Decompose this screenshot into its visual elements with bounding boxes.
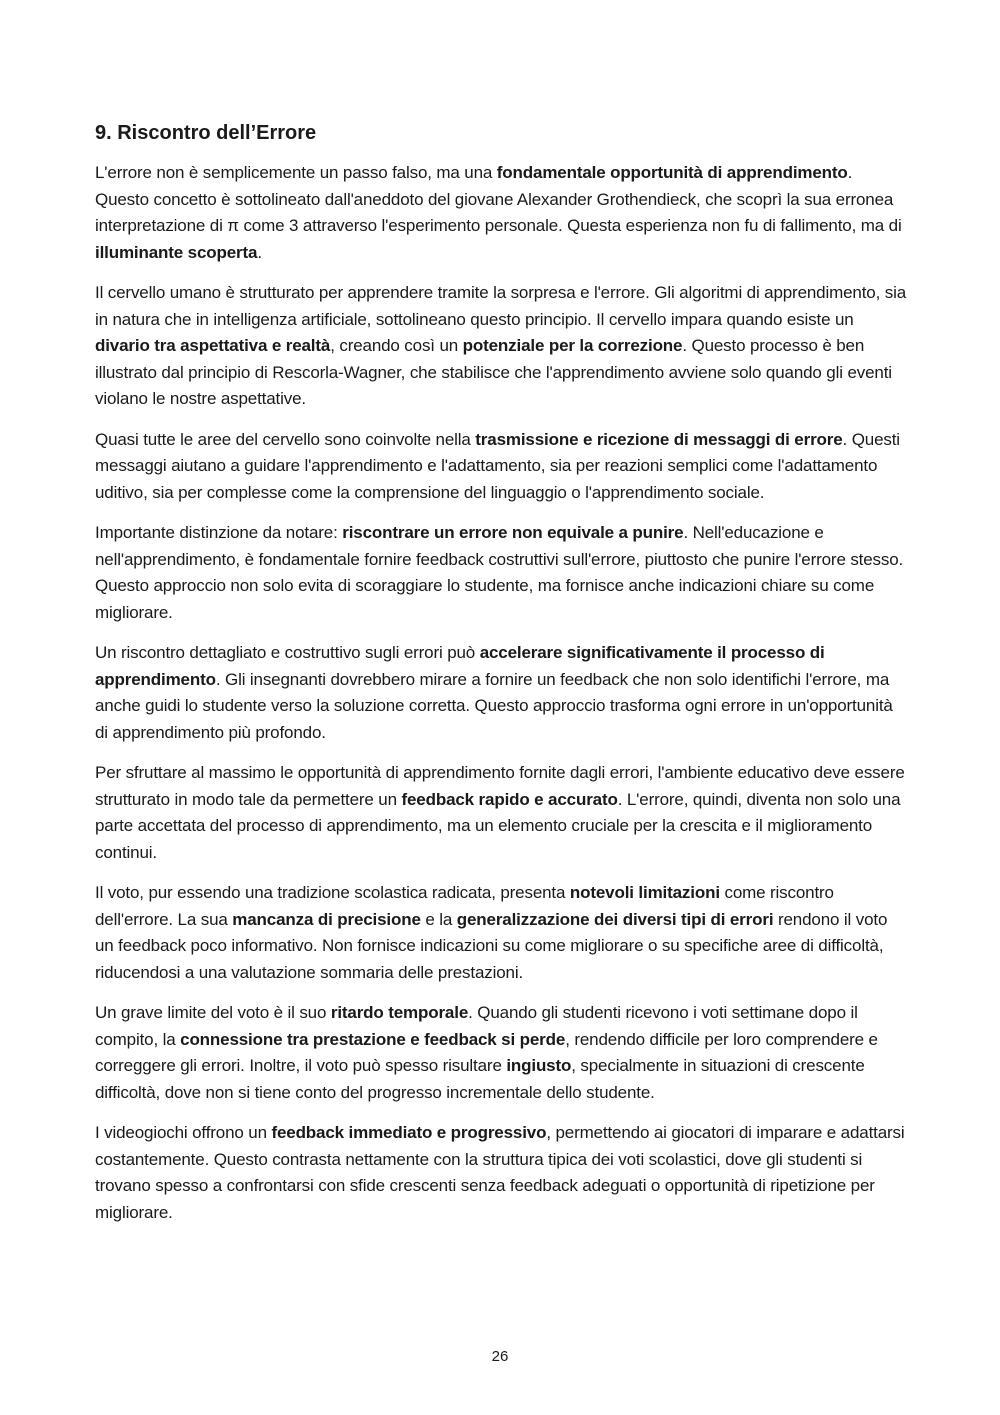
text-run: , creando così un [330,336,463,355]
page-content [95,118,910,1240]
text-run: L'errore non è semplicemente un passo falso, ma una [95,163,497,182]
body-text [95,160,910,1226]
bold-text: riscontrare un errore non equivale a punire [342,523,684,542]
text-run: . Questo concetto è sottolineato dall'aneddoto del giovane Alexander Grothendieck, che scoprì la sua erronea interpretazione di π come 3 attraverso l'esperimento personale. Questa esperienza non fu di fallimento, ma di [95,163,902,235]
text-run: Un grave limite del voto è il suo [95,1003,331,1022]
text-run: . L'errore, quindi, diventa non solo una parte accettata del processo di apprendimento, ma un elemento cruciale per la crescita e il miglioramento continui. [95,789,901,862]
text-run: . Questo processo è ben illustrato dal principio di Rescorla-Wagner, che stabilisce che l'apprendimento avviene solo quando gli eventi violano le nostre aspettative. [95,336,892,408]
section-title: 9. Riscontro dell’Errore [95,122,317,144]
paragraph [95,1120,910,1226]
paragraph [95,880,910,986]
text-run: . Nell'educazione e nell'apprendimento, è fondamentale fornire feedback costruttivi sull'errore, piuttosto che punire l'errore stesso. Questo approccio non solo evita di scoraggiare lo studente, ma fornisce anche indicazioni chiare su come migliorare. [95,523,904,622]
bold-text: potenziale per la correzione [462,336,683,355]
page-number: 26 [491,1348,509,1365]
text-run: Per sfruttare al massimo le opportunità di apprendimento fornite dagli errori, l'ambiente educativo deve essere strutturato in modo tale da permettere un [95,763,905,809]
text-run: come riscontro dell'errore. La sua [95,883,834,929]
bold-text: accelerare significativamente il processo di apprendimento [95,643,825,689]
bold-text: trasmissione e ricezione di messaggi di errore [475,429,843,449]
bold-text: ingiusto [506,1056,572,1075]
bold-text: feedback immediato e progressivo [271,1123,547,1142]
text-run: , specialmente in situazioni di crescente difficoltà, dove non si tiene conto del progresso incrementale dello studente. [95,1056,865,1102]
paragraph [95,640,910,746]
bold-text: ritardo temporale [330,1003,469,1022]
bold-text: fondamentale opportunità di apprendimento [496,163,848,182]
paragraph [95,280,910,413]
paragraph [95,160,910,266]
bold-text: feedback rapido e accurato [401,789,618,809]
bold-text: generalizzazione dei diversi tipi di errori [456,909,774,929]
text-run: , permettendo ai giocatori di imparare e adattarsi costantemente. Questo contrasta nettamente con la struttura tipica dei voti scolastici, dove gli studenti si trovano spesso a confrontarsi con sfide crescenti senza feedback adeguati o opportunità di ripetizione per migliorare. [95,1123,905,1222]
bold-text: divario tra aspettativa e realtà [95,336,331,355]
paragraph [95,1000,910,1106]
text-run: e la [420,909,457,929]
text-run: Importante distinzione da notare: [95,523,343,542]
text-run: . Quando gli studenti ricevono i voti settimane dopo il compito, la [95,1003,858,1049]
paragraph [95,520,910,626]
bold-text: mancanza di precisione [232,909,421,929]
text-run: . Gli insegnanti dovrebbero mirare a fornire un feedback che non solo identifichi l'errore, ma anche guidi lo studente verso la soluzione corretta. Questo approccio trasforma ogni errore in un'opportunità di apprendimento più profondo. [95,669,893,742]
text-run: Un riscontro dettagliato e costruttivo sugli errori può [95,643,480,662]
text-run: I videogiochi offrono un [95,1123,272,1142]
bold-text: connessione tra prestazione e feedback si perde [180,1029,566,1049]
text-run: Il voto, pur essendo una tradizione scolastica radicata, presenta [95,883,570,902]
text-run: rendono il voto un feedback poco informativo. Non fornisce indicazioni su come migliorare o su specifiche aree di difficoltà, riducendosi a una valutazione sommaria delle prestazioni. [95,909,888,982]
text-run: , rendendo difficile per loro comprendere e correggere gli errori. Inoltre, il voto può spesso risultare [95,1029,878,1075]
paragraph [95,760,910,866]
text-run: . Questi messaggi aiutano a guidare l'apprendimento e l'adattamento, sia per reazioni semplici come l'adattamento uditivo, sia per complesse come la comprensione del linguaggio o l'apprendimento sociale. [95,429,900,502]
text-run: Quasi tutte le aree del cervello sono coinvolte nella [95,429,476,449]
paragraph [95,427,910,507]
bold-text: notevoli limitazioni [569,883,720,902]
bold-text: illuminante scoperta [95,242,258,262]
text-run: . [257,242,262,262]
text-run: Il cervello umano è strutturato per apprendere tramite la sorpresa e l'errore. Gli algoritmi di apprendimento, sia in natura che in intelligenza artificiale, sottolineano questo principio. Il cervello impara quando esiste un [95,283,907,329]
